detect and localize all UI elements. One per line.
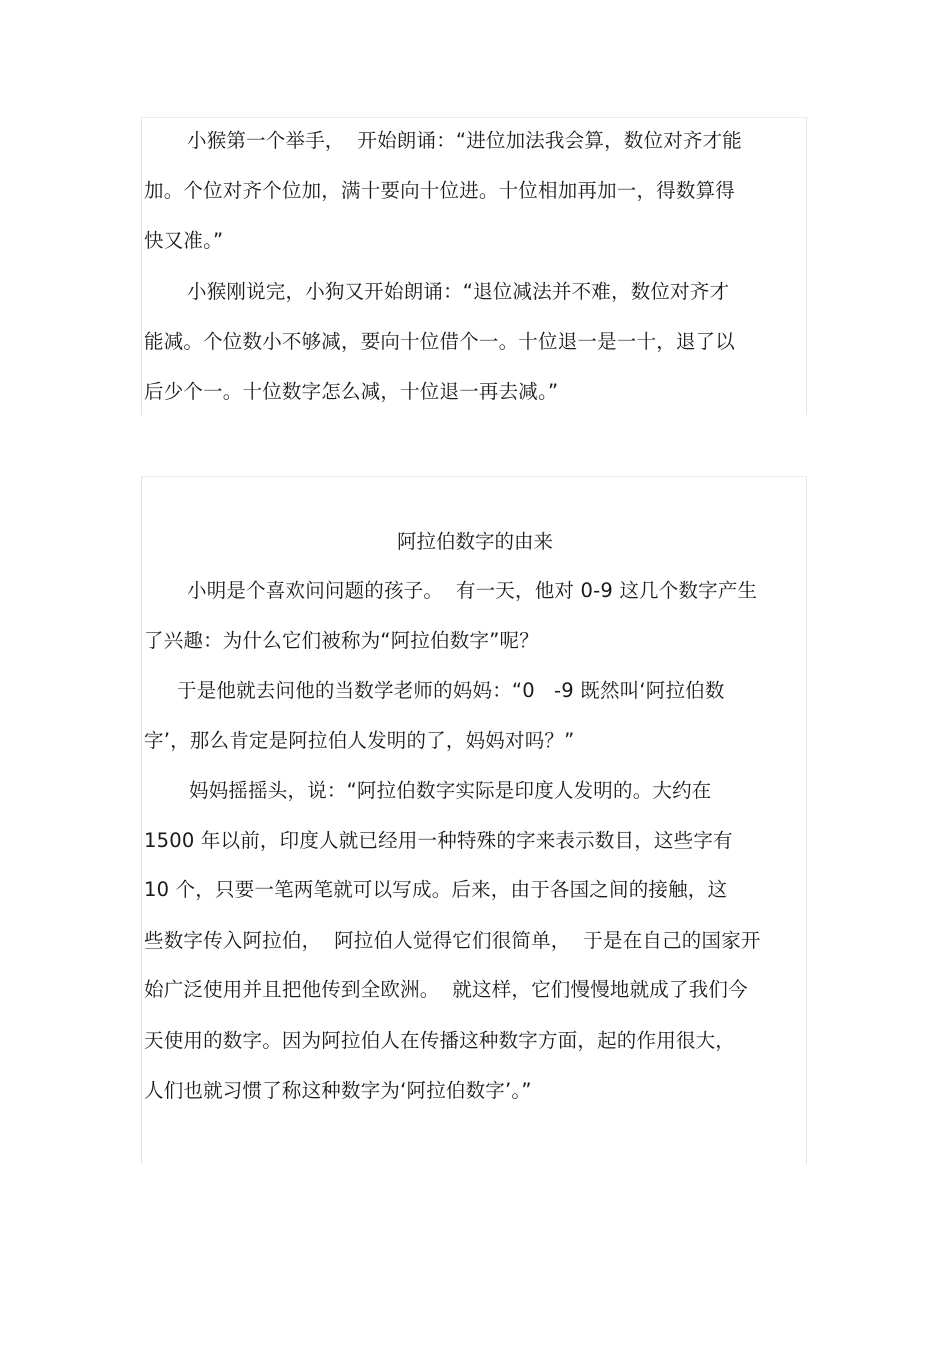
paragraph-line: 始广泛使用并且把他传到全欧洲。 就这样，它们慢慢地就成了我们今 <box>144 978 748 1001</box>
article-title: 阿拉伯数字的由来 <box>396 530 553 553</box>
paragraph-line: 小明是个喜欢问问题的孩子。 有一天，他对 0-9 这几个数字产生 <box>187 579 758 602</box>
paragraph-line: 后少个一。十位数字怎么减，十位退一再去减。” <box>144 380 559 403</box>
paragraph-line: 小猴第一个举手， 开始朗诵：“进位加法我会算，数位对齐才能 <box>187 129 742 152</box>
paragraph-line: 10 个，只要一笔两笔就可以写成。后来，由于各国之间的接触，这 <box>144 878 728 901</box>
paragraph-line: 小猴刚说完，小狗又开始朗诵：“退位减法并不难，数位对齐才 <box>187 280 730 303</box>
paragraph-line: 些数字传入阿拉伯， 阿拉伯人觉得它们很简单， 于是在自己的国家开 <box>144 929 761 952</box>
paragraph-line: 能减。个位数小不够减，要向十位借个一。十位退一是一十，退了以 <box>144 330 736 353</box>
paragraph-line: 加。个位对齐个位加，满十要向十位进。十位相加再加一，得数算得 <box>144 179 736 202</box>
paragraph-line: 字’，那么肯定是阿拉伯人发明的了，妈妈对吗？” <box>144 729 575 752</box>
paragraph-line: 于是他就去问他的当数学老师的妈妈：“0 -9 既然叫‘阿拉伯数 <box>177 679 725 702</box>
paragraph-line: 妈妈摇摇头，说：“阿拉伯数字实际是印度人发明的。大约在 <box>189 779 712 802</box>
paragraph-line: 了兴趣：为什么它们被称为“阿拉伯数字”呢？ <box>144 629 539 652</box>
paragraph-line: 人们也就习惯了称这种数字为‘阿拉伯数字’。” <box>144 1079 532 1102</box>
paragraph-line: 快又准。” <box>144 229 224 252</box>
paragraph-line: 1500 年以前，印度人就已经用一种特殊的字来表示数目，这些字有 <box>144 829 733 852</box>
paragraph-line: 天使用的数字。因为阿拉伯人在传播这种数字方面，起的作用很大， <box>144 1029 736 1052</box>
text-block-1 <box>141 117 807 415</box>
